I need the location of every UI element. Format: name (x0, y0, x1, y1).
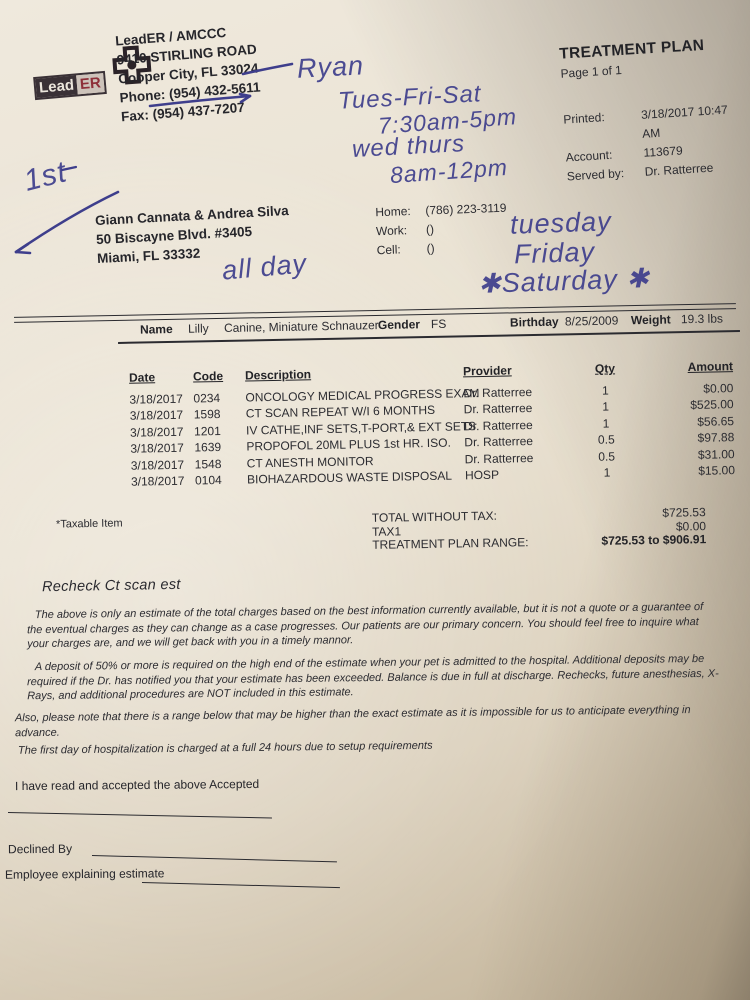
patient-gender-label: Gender (377, 317, 421, 333)
col-header-qty: Qty (594, 361, 616, 376)
work-label: Work: (375, 223, 408, 239)
home-value: (786) 223-3119 (425, 200, 507, 218)
cell-provider: Dr. Ratterree (463, 384, 533, 400)
home-label: Home: (375, 204, 411, 220)
cell-qty: 1 (603, 465, 611, 480)
clinic-name: LeadER / AMCCC (114, 24, 227, 49)
plan-title: TREATMENT PLAN (558, 36, 705, 63)
patient-weight-label: Weight (630, 312, 671, 328)
client-address2: Miami, FL 33332 (96, 245, 201, 267)
estimate-disclaimer-3: Also, please note that there is a range below that may be higher than the exact estimate as it is impossible for us to anticipate everything in advance. (14, 704, 691, 739)
cell-qty: 0.5 (597, 432, 615, 447)
clinic-address1: 9410 STIRLING ROAD (116, 41, 258, 68)
cell-amount: $97.88 (697, 430, 735, 445)
handwriting-schedule-3: wed thurs (351, 130, 466, 163)
totals-block (372, 506, 707, 552)
cell-provider: Dr. Ratterree (463, 417, 533, 433)
patient-birthday-value: 8/25/2009 (564, 313, 619, 329)
col-header-description: Description (244, 367, 312, 383)
cell-qty: 1 (602, 416, 610, 431)
work-value: () (425, 222, 435, 237)
clinic-phone: Phone: (954) 432-5611 (119, 79, 261, 106)
total-without-tax-value: $725.53 (662, 505, 706, 520)
handwriting-first: 1st (20, 155, 71, 198)
accepted-statement: I have read and accepted the above Accepted (14, 776, 260, 794)
plan-header (559, 34, 750, 186)
cell-date: 3/18/2017 (129, 407, 184, 423)
handwriting-day1: tuesday (509, 206, 613, 240)
cell-provider: HOSP (464, 467, 500, 483)
patient-name-value: Lilly (187, 321, 209, 336)
taxable-note: *Taxable Item (55, 517, 123, 531)
cell-amount: $0.00 (703, 380, 734, 396)
cell-amount: $525.00 (690, 397, 734, 412)
patient-name-label: Name (139, 322, 173, 337)
logo-er-text: ER (76, 73, 104, 94)
account-value: 113679 (643, 143, 684, 160)
handwriting-all-day: all day (220, 248, 309, 286)
patient-birthday-label: Birthday (509, 314, 559, 330)
cell-value: () (426, 241, 435, 256)
printed-label: Printed: (562, 110, 606, 127)
col-header-amount: Amount (687, 359, 734, 375)
tax-value: $0.00 (675, 518, 707, 534)
cell-code: 1548 (194, 456, 222, 472)
cell-description: ONCOLOGY MEDICAL PROGRESS EXAM (245, 385, 480, 405)
handwriting-ryan: Ryan (296, 50, 365, 84)
plan-range-label: TREATMENT PLAN RANGE: (372, 535, 529, 552)
cell-qty: 0.5 (598, 448, 616, 464)
handwriting-day2: Friday (513, 236, 596, 270)
cell-qty: 1 (601, 383, 609, 398)
estimate-disclaimer-1: The above is only an estimate of the total charges based on the best information currently available, but it is not a quote or a guarantee of the eventual charges as they can change as a case progresses. Our patients are our primary concern. You should feel free to inquire what your charges are, and we will get back with you in a timely mannor. (26, 600, 704, 651)
cell-date: 3/18/2017 (129, 391, 183, 407)
cell-code: 0234 (193, 390, 221, 406)
client-names: Giann Cannata & Andrea Silva (94, 202, 290, 229)
cell-provider: Dr. Ratterree (463, 401, 533, 417)
cell-description: BIOHAZARDOUS WASTE DISPOSAL (246, 468, 453, 487)
handwriting-schedule-2: 7:30am-5pm (377, 103, 518, 139)
cell-amount: $31.00 (697, 446, 735, 462)
served-by-value: Dr. Ratterree (644, 160, 714, 179)
recheck-note: Recheck Ct scan est (41, 576, 181, 596)
items-table (119, 358, 739, 490)
cell-description: PROPOFOL 20ML PLUS 1st HR. ISO. (246, 435, 452, 454)
patient-gender-value: FS (430, 316, 447, 332)
cell-description: CT SCAN REPEAT W/I 6 MONTHS (245, 402, 436, 421)
cell-description: IV CATHE,INF SETS,T-PORT,& EXT SETS (245, 418, 477, 438)
cell-code: 0104 (194, 472, 222, 488)
col-header-date: Date (128, 370, 156, 385)
cell-description: CT ANESTH MONITOR (246, 453, 374, 471)
patient-species: Canine, Miniature Schnauzer (223, 318, 379, 336)
cell-code: 1639 (194, 439, 222, 455)
account-label: Account: (565, 147, 613, 165)
cell-date: 3/18/2017 (130, 473, 185, 489)
printed-value: 3/18/2017 10:47 AM (640, 102, 729, 141)
client-phones (375, 199, 508, 261)
logo-lead-text: Lead (35, 75, 78, 98)
col-header-provider: Provider (462, 363, 512, 379)
clinic-fax: Fax: (954) 437-7207 (120, 99, 246, 125)
plan-page: Page 1 of 1 (560, 62, 623, 81)
handwriting-schedule-1: Tues-Fri-Sat (337, 80, 483, 115)
col-header-code: Code (192, 368, 224, 384)
total-without-tax-label: TOTAL WITHOUT TAX: (371, 508, 498, 525)
handwriting-schedule-4: 8am-12pm (389, 153, 509, 189)
estimate-disclaimer-4: The first day of hospitalization is charged at a full 24 hours due to setup requirements (17, 739, 433, 757)
cell-provider: Dr. Ratterree (464, 434, 534, 450)
patient-weight-value: 19.3 lbs (680, 311, 724, 327)
employee-estimate-label: Employee explaining estimate (4, 866, 165, 882)
cell-provider: Dr. Ratterree (464, 450, 534, 466)
tax-label: TAX1 (371, 523, 402, 539)
cell-date: 3/18/2017 (130, 457, 185, 473)
cell-amount: $15.00 (698, 463, 736, 478)
clinic-address2: Cooper City, FL 33024 (117, 60, 259, 87)
cell-code: 1201 (193, 423, 221, 439)
cell-amount: $56.65 (697, 413, 735, 429)
cell-date: 3/18/2017 (129, 424, 184, 440)
plan-range-value: $725.53 to $906.91 (601, 532, 707, 548)
declined-by-label: Declined By (7, 841, 73, 857)
cell-qty: 1 (602, 399, 610, 414)
cell-code: 1598 (193, 407, 221, 422)
client-address1: 50 Biscayne Blvd. #3405 (95, 223, 253, 248)
estimate-disclaimer-2: A deposit of 50% or more is required on the high end of the estimate when your pet is admitted to the hospital. Additional deposits may be required if the Dr. has notified you that your estimate has been exceeded. Balance is due in full at discharge. Rechecks, future anesthesias, X-Rays, and additional procedures are NOT included in this estimate. (26, 652, 719, 703)
served-by-label: Served by: (566, 166, 625, 184)
cell-label: Cell: (376, 242, 401, 258)
cell-date: 3/18/2017 (130, 440, 184, 456)
handwriting-day3: ✱Saturday ✱ (477, 263, 651, 299)
